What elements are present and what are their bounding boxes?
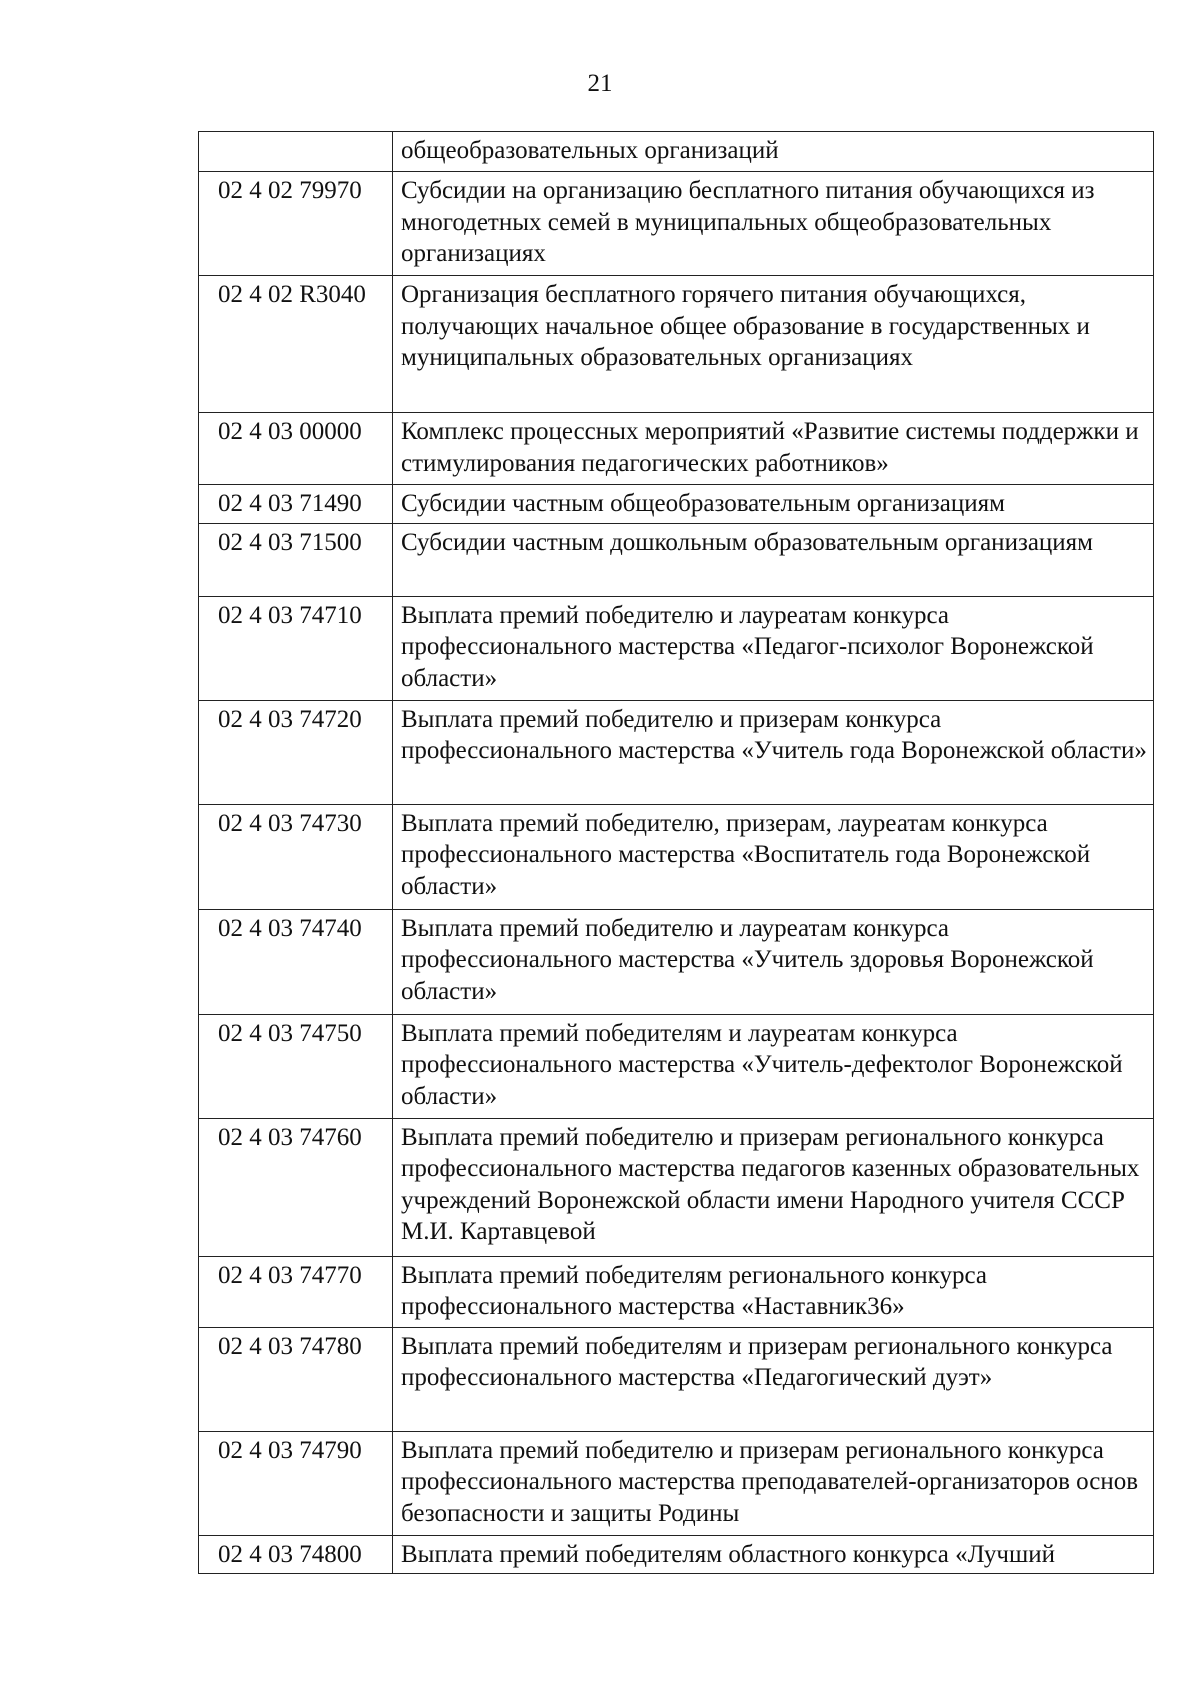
row-description: Организация бесплатного горячего питания обучающихся, получающих начальное общее образование в государственных и муниципальных образовательных организациях <box>393 276 1154 413</box>
row-code: 02 4 03 74760 <box>199 1118 393 1256</box>
row-code: 02 4 03 74710 <box>199 596 393 700</box>
row-code: 02 4 03 74770 <box>199 1256 393 1327</box>
row-description: общеобразовательных организаций <box>393 132 1154 172</box>
row-code: 02 4 03 74780 <box>199 1327 393 1431</box>
table-row <box>199 1431 1154 1535</box>
row-code: 02 4 02 79970 <box>199 172 393 276</box>
budget-code-table <box>198 131 1154 1574</box>
row-description: Субсидии частным общеобразовательным организациям <box>393 485 1154 524</box>
row-code: 02 4 03 71500 <box>199 523 393 596</box>
row-code: 02 4 03 71490 <box>199 485 393 524</box>
row-code: 02 4 03 00000 <box>199 413 393 485</box>
table-row <box>199 1256 1154 1327</box>
row-description: Комплекс процессных мероприятий «Развитие системы поддержки и стимулирования педагогических работников» <box>393 413 1154 485</box>
row-code: 02 4 03 74740 <box>199 909 393 1014</box>
row-description: Субсидии на организацию бесплатного питания обучающихся из многодетных семей в муниципальных общеобразовательных организациях <box>393 172 1154 276</box>
table-row <box>199 172 1154 276</box>
row-description: Выплата премий победителям регионального конкурса профессионального мастерства «Наставник36» <box>393 1256 1154 1327</box>
table-row <box>199 804 1154 909</box>
row-code: 02 4 03 74790 <box>199 1431 393 1535</box>
row-code: 02 4 03 74750 <box>199 1014 393 1118</box>
row-description: Выплата премий победителям областного конкурса «Лучший <box>393 1535 1154 1574</box>
row-code <box>199 132 393 172</box>
table-row <box>199 485 1154 524</box>
table-row <box>199 700 1154 804</box>
row-code: 02 4 03 74720 <box>199 700 393 804</box>
table-row <box>199 1118 1154 1256</box>
table-row <box>199 1535 1154 1574</box>
table-row <box>199 1014 1154 1118</box>
row-description: Выплата премий победителю, призерам, лауреатам конкурса профессионального мастерства «Воспитатель года Воронежской области» <box>393 804 1154 909</box>
table-row <box>199 596 1154 700</box>
row-description: Выплата премий победителю и призерам регионального конкурса профессионального мастерства преподавателей-организаторов основ безопасности и защиты Родины <box>393 1431 1154 1535</box>
table-row <box>199 132 1154 172</box>
row-code: 02 4 03 74800 <box>199 1535 393 1574</box>
table-row <box>199 523 1154 596</box>
row-code: 02 4 02 R3040 <box>199 276 393 413</box>
table-row <box>199 909 1154 1014</box>
table-row <box>199 413 1154 485</box>
row-description: Выплата премий победителю и лауреатам конкурса профессионального мастерства «Педагог-психолог Воронежской области» <box>393 596 1154 700</box>
row-description: Субсидии частным дошкольным образовательным организациям <box>393 523 1154 596</box>
page-number: 21 <box>587 70 613 97</box>
row-code: 02 4 03 74730 <box>199 804 393 909</box>
row-description: Выплата премий победителям и лауреатам конкурса профессионального мастерства «Учитель-дефектолог Воронежской области» <box>393 1014 1154 1118</box>
row-description: Выплата премий победителю и призерам регионального конкурса профессионального мастерства педагогов казенных образовательных учреждений Воронежской области имени Народного учителя СССР М.И. Картавцевой <box>393 1118 1154 1256</box>
row-description: Выплата премий победителям и призерам регионального конкурса профессионального мастерства «Педагогический дуэт» <box>393 1327 1154 1431</box>
table-row <box>199 1327 1154 1431</box>
row-description: Выплата премий победителю и лауреатам конкурса профессионального мастерства «Учитель здоровья Воронежской области» <box>393 909 1154 1014</box>
table-body <box>199 132 1154 1574</box>
row-description: Выплата премий победителю и призерам конкурса профессионального мастерства «Учитель года Воронежской области» <box>393 700 1154 804</box>
table-row <box>199 276 1154 413</box>
